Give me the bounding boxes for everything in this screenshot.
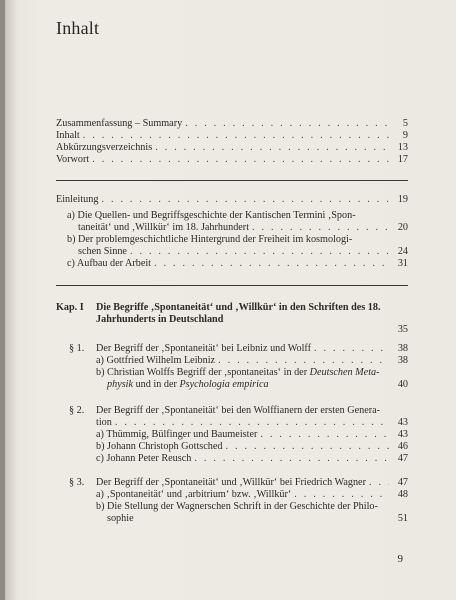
toc-entry: [96, 417, 408, 429]
chapter-label: Kap. I: [56, 302, 84, 313]
toc-entry: [96, 477, 408, 489]
toc-entry-page: 13: [397, 142, 408, 153]
toc-subentry: [96, 379, 408, 391]
toc-entry-line: Der Begriff der ‚Spontaneität‘ bei den Wolffianern der ersten Genera-: [96, 405, 381, 416]
toc-subentry-line: b) Die Stellung der Wagnerschen Schrift in der Geschichte der Philo-: [96, 501, 378, 512]
toc-entry-page: 43: [397, 417, 408, 428]
toc-entry-title: Der Begriff der ‚Spontaneität‘ und ‚Willkür‘ bei Friedrich Wagner: [96, 477, 366, 488]
leader-dots: [218, 355, 389, 367]
toc-entry-page: 46: [397, 441, 408, 452]
section-label: § 1.: [69, 343, 85, 354]
toc-entry: [56, 142, 408, 154]
toc-entry: [56, 194, 408, 206]
leader-dots: [194, 453, 389, 465]
toc-entry-title: Zusammenfassung – Summary: [56, 118, 183, 129]
subentry-italic: Deutschen Meta-: [309, 367, 380, 378]
leader-dots: [252, 222, 389, 234]
leader-dots: [154, 258, 389, 270]
toc-subentry-line: [96, 367, 380, 379]
toc-entry-title: a) Gottfried Wilhelm Leibniz: [96, 355, 216, 366]
toc-subentry: [96, 453, 408, 465]
toc-entry: [56, 130, 408, 142]
toc-entry-title: c) Johann Peter Reusch: [96, 453, 192, 464]
toc-subentry: [96, 513, 408, 525]
leader-dots: [83, 130, 389, 142]
toc-subentry: [96, 429, 408, 441]
page-heading: Inhalt: [56, 18, 100, 38]
leader-dots: [369, 477, 389, 489]
toc-entry-page: 9: [402, 130, 408, 141]
leader-dots: [92, 154, 389, 166]
subentry-text: und in der: [133, 379, 180, 390]
toc-subentry: [96, 441, 408, 453]
toc-subentry: [67, 258, 408, 270]
toc-entry-title: Vorwort: [56, 154, 90, 165]
subentry-italic: Psychologia empirica: [179, 379, 269, 390]
toc-entry-page: 48: [397, 489, 408, 500]
leader-dots: [185, 118, 389, 130]
toc-entry-title: schen Sinne: [78, 246, 127, 257]
toc-entry-page: 19: [397, 194, 408, 205]
toc-entry-title: b) Johann Christoph Gottsched: [96, 441, 223, 452]
subentry-text: b) Christian Wolffs Begriff der ‚spontaneitas‘ in der: [96, 367, 310, 378]
section-divider: [56, 180, 408, 181]
toc-entry-title: sophie: [107, 513, 134, 524]
toc-subentry-line: a) Die Quellen- und Begriffsgeschichte der Kantischen Termini ‚Spon-: [67, 210, 356, 221]
toc-entry-title: Der Begriff der ‚Spontaneität‘ bei Leibniz und Wolff: [96, 343, 312, 354]
toc-entry-title: Inhalt: [56, 130, 80, 141]
toc-entry: [56, 118, 408, 130]
leader-dots: [101, 194, 389, 206]
toc-entry-page: 17: [397, 154, 408, 165]
toc-entry-page: 40: [397, 379, 408, 390]
leader-dots: [225, 441, 389, 453]
toc-entry-page: 24: [397, 246, 408, 257]
chapter-entry: [96, 314, 408, 335]
toc-subentry: [96, 355, 408, 367]
toc-entry-title: Abkürzungsverzeichnis: [56, 142, 153, 153]
leader-dots: [314, 343, 389, 355]
toc-entry: [56, 154, 408, 166]
leader-dots: [130, 246, 389, 258]
section-label: § 2.: [69, 405, 85, 416]
toc-entry-title: c) Aufbau der Arbeit: [67, 258, 152, 269]
toc-entry-page: 43: [397, 429, 408, 440]
book-page: [5, 0, 456, 600]
section-label: § 3.: [69, 477, 85, 488]
leader-dots: [294, 489, 389, 501]
toc-subentry: [67, 246, 408, 258]
toc-entry-page: 51: [397, 513, 408, 524]
toc-subentry-line: b) Der problemgeschichtliche Hintergrund der Freiheit im kosmologi-: [67, 234, 353, 245]
leader-dots: [115, 417, 389, 429]
toc-subentry: [96, 489, 408, 501]
chapter-title-line: Die Begriffe ‚Spontaneität‘ und ‚Willkür‘ in den Schriften des 18.: [96, 302, 381, 313]
page-number: 9: [397, 553, 403, 565]
toc-entry: [96, 343, 408, 355]
leader-dots: [155, 142, 389, 154]
toc-entry-page: 38: [397, 343, 408, 354]
leader-dots: [260, 429, 389, 441]
toc-entry-page: 20: [397, 222, 408, 233]
section-divider: [56, 285, 408, 286]
toc-entry-title: Jahrhunderts in Deutschland: [96, 314, 224, 325]
toc-entry-title: [96, 379, 269, 391]
toc-entry-page: 35: [397, 324, 408, 335]
toc-subentry: [67, 222, 408, 234]
toc-entry-title: a) ‚Spontaneität‘ und ‚arbitrium‘ bzw. ‚Willkür‘: [96, 489, 292, 500]
toc-entry-title: a) Thümmig, Bülfinger und Baumeister: [96, 429, 258, 440]
toc-entry-title: tion: [96, 417, 112, 428]
toc-entry-title: taneität‘ und ‚Willkür‘ im 18. Jahrhundert: [78, 222, 250, 233]
toc-entry-page: 47: [397, 453, 408, 464]
toc-entry-page: 5: [402, 118, 408, 129]
toc-entry-page: 31: [397, 258, 408, 269]
toc-entry-page: 38: [397, 355, 408, 366]
toc-entry-title: Einleitung: [56, 194, 99, 205]
toc-entry-page: 47: [397, 477, 408, 488]
subentry-italic: physik: [107, 379, 134, 390]
